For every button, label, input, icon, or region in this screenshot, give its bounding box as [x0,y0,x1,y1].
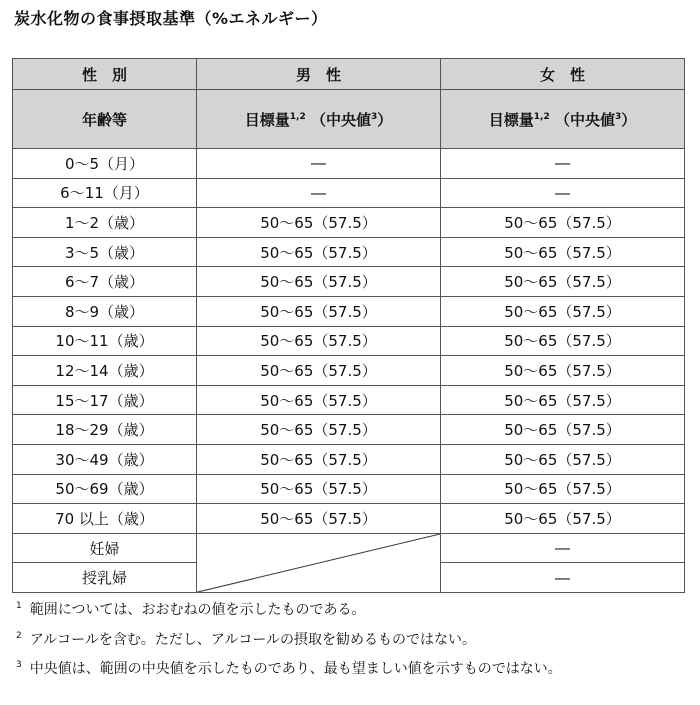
header-sex: 性 別 [13,59,197,90]
age-cell: 10～11（歳） [13,326,197,356]
target-sup: 1,2 [289,111,306,122]
age-cell: 15～17（歳） [13,385,197,415]
table-row [13,149,685,179]
male-not-applicable-cell [197,533,441,592]
median-sup: 3 [370,111,378,122]
table-row [13,504,685,534]
header-row-age [13,90,685,149]
footnote-item [16,596,696,626]
table-row [13,296,685,326]
footnote-text: アルコールを含む。ただし、アルコールの摂取を勧めるものではない。 [29,631,477,648]
male-cell: 50～65（57.5） [197,296,441,326]
page-title: 炭水化物の食事摂取基準（%エネルギー） [14,9,328,28]
male-cell: 50～65（57.5） [197,208,441,238]
male-cell: 50～65（57.5） [197,415,441,445]
footnote-item [16,655,696,685]
table-row [13,356,685,386]
age-cell: 妊婦 [13,533,197,563]
age-cell: 50～69（歳） [13,474,197,504]
male-cell: 50～65（57.5） [197,504,441,534]
median-label: （中央値 [554,110,615,129]
female-cell: 50～65（57.5） [441,267,685,297]
header-row-sex [13,59,685,90]
age-cell: 6～11（月） [13,178,197,208]
age-cell: 18～29（歳） [13,415,197,445]
male-cell: 50～65（57.5） [197,356,441,386]
female-cell: 50～65（57.5） [441,415,685,445]
female-cell: 50～65（57.5） [441,326,685,356]
male-cell: 50～65（57.5） [197,326,441,356]
table-row-pregnant [13,533,685,563]
male-cell: 50～65（57.5） [197,385,441,415]
close-paren: ） [377,110,393,129]
female-cell: 50～65（57.5） [441,296,685,326]
female-cell: 50～65（57.5） [441,356,685,386]
female-cell: 50～65（57.5） [441,208,685,238]
header-female: 女 性 [441,59,685,90]
male-cell: ― [197,149,441,179]
female-cell: 50～65（57.5） [441,444,685,474]
table-row [13,267,685,297]
age-cell: 授乳婦 [13,563,197,593]
table-row [13,415,685,445]
male-cell: ― [197,178,441,208]
table-row [13,444,685,474]
female-cell: 50～65（57.5） [441,504,685,534]
footnote-mark: 3 [16,660,22,671]
median-sup: 3 [614,111,622,122]
male-cell: 50～65（57.5） [197,237,441,267]
female-cell: 50～65（57.5） [441,474,685,504]
table-row [13,385,685,415]
footnote-mark: 2 [16,630,22,641]
header-male: 男 性 [197,59,441,90]
close-paren: ） [621,110,637,129]
median-label: （中央値 [310,110,371,129]
age-cell: 3～5（歳） [13,237,197,267]
male-cell: 50～65（57.5） [197,267,441,297]
age-cell: 6～7（歳） [13,267,197,297]
diagonal-slash [197,534,440,592]
target-label: 目標量 [488,110,534,129]
table-row [13,474,685,504]
age-cell: 0～5（月） [13,149,197,179]
male-cell: 50～65（57.5） [197,474,441,504]
target-label: 目標量 [244,110,290,129]
table-row [13,178,685,208]
female-cell: ― [441,149,685,179]
header-age: 年齢等 [13,90,197,149]
female-cell: ― [441,533,685,563]
header-male-target [197,90,441,149]
target-sup: 1,2 [533,111,550,122]
age-cell: 1～2（歳） [13,208,197,238]
footnotes [16,596,696,685]
female-cell: ― [441,178,685,208]
age-cell: 30～49（歳） [13,444,197,474]
female-cell: ― [441,563,685,593]
footnote-text: 範囲については、おおむねの値を示したものである。 [29,602,366,618]
footnote-text: 中央値は、範囲の中央値を示したものであり、最も望ましい値を示すものではない。 [29,661,562,677]
table-row [13,208,685,238]
intake-table [12,58,685,593]
footnote-item [16,626,696,656]
header-female-target [441,90,685,149]
age-cell: 70 以上（歳） [13,504,197,534]
age-cell: 12～14（歳） [13,356,197,386]
female-cell: 50～65（57.5） [441,385,685,415]
table-row [13,326,685,356]
footnote-mark: 1 [16,601,22,612]
female-cell: 50～65（57.5） [441,237,685,267]
table-row [13,237,685,267]
age-cell: 8～9（歳） [13,296,197,326]
male-cell: 50～65（57.5） [197,444,441,474]
